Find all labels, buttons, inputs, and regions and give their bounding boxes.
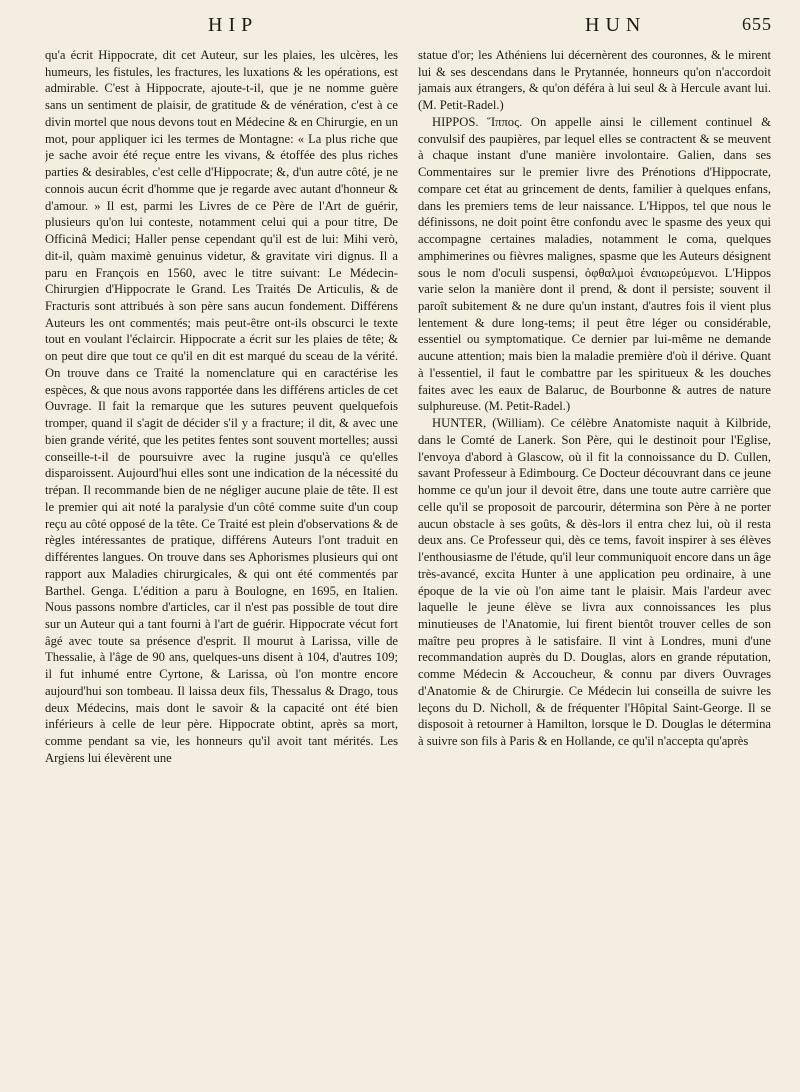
page-number: 655 bbox=[742, 14, 772, 34]
right-column bbox=[418, 47, 771, 1087]
right-paragraph-hippocrate-end: statue d'or; les Athéniens lui décernèrent des couronnes, & le mirent lui & ses descendans dans le Prytannée, honneurs qu'on n'accordoit jamais aux étrangers, & qu'on déféra à lui seul & à Hercule avant lui. (M. Petit-Radel.) bbox=[418, 48, 771, 113]
right-paragraph-hippos: HIPPOS. Ἵππος. On appelle ainsi le cillement continuel & convulsif des paupières, par lequel elles se contractent & se meuvent à chaque instant d'une manière involontaire. Galien, dans ses Commentaires sur le premier livre des Prénotions d'Hippocrate, compare cet état au grincement de dents, familier à quelques enfans, dans les premiers tems de leur naissance. L'Hippos, tel que nous le définissons, ne doit point être confondu avec le spasme des yeux qui accompagne certaines maladies, notamment le coma, quelques amphimerines ou fièvres malignes, spasme que les Auteurs désignent sous le nom d'oculi suspensi, ὀφθαλμοὶ ἐναιωρεύμενοι. L'Hippos varie selon la manière dont il prend, & dont il persiste; souvent il paroît subitement & ne dure qu'un instant, d'autres fois il vient plus lentement & dure long-tems; il peut être léger ou considérable, essentiel ou symptomatique. Ce dernier par lui-même ne demande aucune attention; mais bien la maladie première d'où il dérive. Quant à l'essentiel, il faut le combattre par les spiritueux & les douches faites avec les eaux de Balaruc, de Bourbonne & autres de nature sulphureuse. (M. Petit-Radel.) bbox=[418, 114, 771, 414]
running-head-left: HIP bbox=[208, 14, 259, 36]
left-column bbox=[45, 47, 398, 1087]
running-head bbox=[0, 0, 800, 44]
running-head-right: HUN bbox=[585, 14, 647, 36]
right-paragraph-hunter: HUNTER, (William). Ce célèbre Anatomiste naquit à Kilbride, dans le Comté de Lanerk. Son Père, qui le destinoit pour l'Eglise, l'envoya d'abord à Glascow, où il fit la connoissance du D. Cullen, savant Professeur à Edimbourg. Ce Docteur découvrant dans ce jeune homme ce qu'un jour il devoit être, dans une toute autre carrière que celle qu'il se proposoit de parcourir, détermina son Père à ne porter aucun obstacle à ses goûts, & dès-lors il entra chez lui, où il resta deux ans. Ce Professeur qui, dès ce tems, favoit inspirer à ses élèves l'enthousiasme de l'étude, qu'il leur communiquoit encore dans un âge très-avancé, excita Hunter à une application peu ordinaire, à une époque de la vie où l'on aime tant le plaisir. Mais l'ardeur avec laquelle le jeune élève se livra aux connoissances les plus minutieuses de l'Anatomie, lui firent bientôt trouver celles de son maître peu propres à le satisfaire. Il vint à Londres, muni d'une recommandation auprès du D. Douglas, alors en grande réputation, comme Médecin & Accoucheur, & connu par divers Ouvrages d'Anatomie & de Chirurgie. Ce Médecin lui conseilla de suivre les leçons du D. Nicholl, & de fréquenter l'Hôpital Saint-George. Il se disposoit à retourner à Hamilton, lorsque le D. Douglas le détermina à suivre son fils à Paris & en Hollande, ce qu'il n'accepta qu'après bbox=[418, 416, 771, 749]
left-paragraph: qu'a écrit Hippocrate, dit cet Auteur, sur les plaies, les ulcères, les humeurs, les fistules, les fractures, les luxations & les opérations, est admirable. C'est à Hippocrate, ajoute-t-il, que je ne nomme guère sans un sentiment de plaisir, de gratitude & de vénération, c'est à ce divin mortel que nous devons tout en Médecine & en Chirurgie, en un mot, pour appliquer ici les termes de Montagne: « La plus riche que je sache avoir été reçue entre les vivans, & étoffée des plus riches parties & desirables, c'est celle d'Hippocrate; &, d'un autre côté, je ne connois aucun écrit d'homme que je regarde avec autant d'honneur & d'amour. » Il est, parmi les Livres de ce Père de l'Art de guérir, plusieurs qu'on lui conteste, notamment celui qui a pour titre, De Officinâ Medici; Haller pense cependant qu'il est de lui: Mihi verò, dit-il, quàm maximè genuinus videtur, & gravitate viri dignus. Il a paru en François en 1560, avec le titre suivant: Le Médecin-Chirurgien d'Hippocrate le Grand. Les Traités De Articulis, & de Fracturis sont attribués à son père sans aucun fondement. Différens Auteurs les ont commentés; mais peut-être ont-ils obscurci le texte tout en voulant l'éclaircir. Hippocrate a écrit sur les plaies de tête; & on peut dire que tout ce qu'il en dit est marqué du sceau de la vérité. On trouve dans ce Traité la nomenclature qui en caractérise les espèces, & que nous avons rapportée dans les différens articles de cet Ouvrage. Il fait la remarque que les sutures peuvent quelquefois tromper, quand il s'agit de décider s'il y a fracture; il dit, & avec une bien grande vérité, que les petites fentes sont souvent mortelles; aussi conseille-t-il de poursuivre avec la rugine jusqu'à ce qu'elles disparoissent. Aujourd'hui elles sont une indication de la nécessité du trépan. Il recommande bien de ne négliger aucune plaie de tête. Il est le premier qui ait noté la paralysie d'un côté comme suite d'un coup reçu au côté opposé de la tête. Ce Traité est plein d'observations & de règles intéressantes de pratique, différens Auteurs l'ont traduit en différentes langues. On trouve dans ses Aphorismes plusieurs qui ont rapport aux Maladies chirurgicales, & qui ont été commentés par Barthel. Genga. L'édition a paru à Boulogne, en 1695, en Italien. Nous passons nombre d'articles, car il n'est pas possible de tout dire sur un Auteur qui a tant fourni à l'art de guérir. Hippocrate vécut fort âgé avec toute sa présence d'esprit. Il mourut à Larissa, ville de Thessalie, à l'âge de 90 ans, quelques-uns disent à 104, d'autres 109; il fut inhumé entre Cyrtone, & Larissa, où l'on montre encore aujourd'hui son tombeau. Il laissa deux fils, Thessalus & Drago, tous deux Médecins, mais dont le savoir & la capacité ont été bien inférieurs à celle de leur père. Hippocrate obtint, après sa mort, comme pendant sa vie, les honneurs qu'il avoit tant mérités. Les Argiens lui élevèrent une bbox=[45, 48, 398, 765]
